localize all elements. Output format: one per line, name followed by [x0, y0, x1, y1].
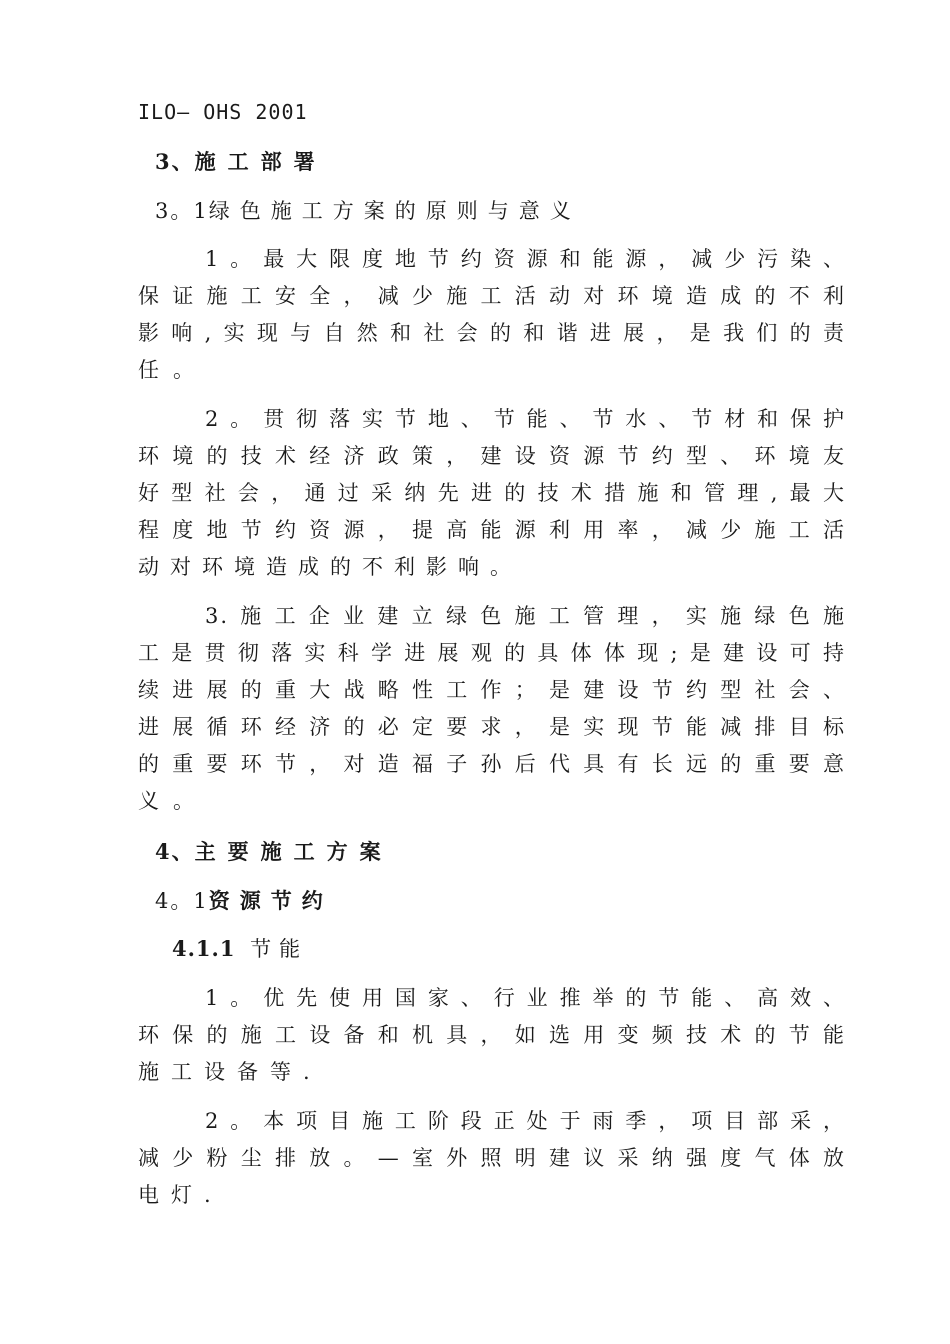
paragraph-line: 保证施工安全，减少施工活动对环境造成的不利	[138, 284, 846, 308]
subsection-4-1-1-heading	[172, 937, 846, 961]
paragraph-line: 好型社会，通过采纳先进的技术措施和管理,最大	[138, 481, 846, 505]
section-4-title: 主要施工方案	[194, 839, 393, 864]
paragraph-line: 的重要环节，对造福子孙后代具有长远的重要意	[138, 752, 846, 776]
paragraph-line: 工是贯彻落实科学进展观的具体体现;是建设可持	[138, 641, 846, 665]
paragraph-line: 1。最大限度地节约资源和能源，减少污染、	[205, 247, 846, 271]
standard-reference: ILO— OHS 2001	[138, 100, 308, 124]
subsection-3-1-number: 3。1	[155, 199, 209, 223]
subsection-4-1-heading	[155, 889, 846, 913]
subsection-4-1-1-title: 节能	[250, 937, 309, 961]
paragraph-line: 3.施工企业建立绿色施工管理，实施绿色施	[205, 604, 846, 628]
paragraph-line: 环境的技术经济政策，建设资源节约型、环境友	[138, 444, 846, 468]
paragraph-line: 施工设备等.	[138, 1060, 322, 1084]
paragraph-line: 1。优先使用国家、行业推举的节能、高效、	[205, 986, 846, 1010]
paragraph-line: 2。贯彻落实节地、节能、节水、节材和保护	[205, 407, 846, 431]
paragraph-line: 进展循环经济的必定要求，是实现节能减排目标	[138, 715, 846, 739]
paragraph-line: 义。	[138, 789, 208, 813]
section-4-number: 4、	[155, 839, 195, 864]
paragraph-line: 程度地节约资源，提高能源利用率，减少施工活	[138, 518, 846, 542]
paragraph-line: 影响,实现与自然和社会的和谐进展，是我们的责	[138, 321, 846, 345]
paragraph-line: 环保的施工设备和机具，如选用变频技术的节能	[138, 1023, 846, 1047]
subsection-4-1-number: 4。1	[155, 889, 209, 913]
paragraph-line: 2。本项目施工阶段正处于雨季，项目部采，	[205, 1109, 846, 1133]
paragraph-line: 减少粉尘排放。—室外照明建议采纳强度气体放	[138, 1146, 846, 1170]
paragraph-line: 续进展的重大战略性工作；是建设节约型社会、	[138, 678, 846, 702]
section-3-heading	[155, 150, 846, 174]
paragraph-line: 电灯.	[138, 1183, 223, 1207]
section-3-number: 3、	[155, 149, 195, 174]
subsection-3-1-heading	[155, 199, 846, 223]
paragraph-line: 任。	[138, 358, 208, 382]
paragraph-line: 动对环境造成的不利影响。	[138, 555, 522, 579]
section-3-title: 施工部署	[194, 149, 327, 174]
subsection-4-1-title: 资源节约	[208, 888, 333, 913]
subsection-3-1-title: 绿色施工方案的原则与意义	[208, 199, 581, 223]
section-4-heading	[155, 840, 846, 864]
subsection-4-1-1-number: 4.1.1	[172, 936, 236, 961]
